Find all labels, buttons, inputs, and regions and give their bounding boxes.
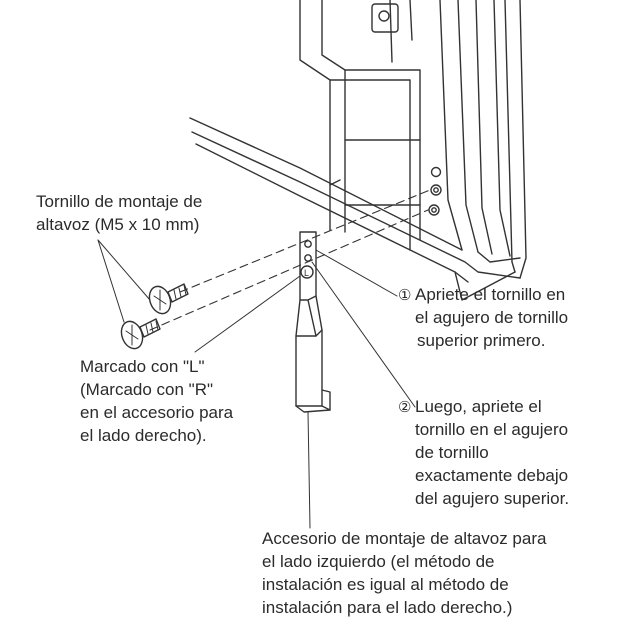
screw-label-line-1: Tornillo de montaje de xyxy=(36,192,203,211)
screw-upper xyxy=(146,283,188,316)
step-2-line-5: del agujero superior. xyxy=(415,489,570,508)
step-1-text xyxy=(415,283,568,352)
accessory-label xyxy=(262,527,546,619)
svg-text:L: L xyxy=(304,268,310,278)
accessory-line-4: instalación para el lado derecho.) xyxy=(262,598,513,617)
screw-label xyxy=(36,190,202,236)
step-1-line-2: el agujero de tornillo xyxy=(415,308,569,327)
step-1-line-3: superior primero. xyxy=(417,331,546,350)
accessory-line-1: Accesorio de montaje de altavoz para xyxy=(262,529,547,548)
marking-line-1: Marcado con "L" xyxy=(80,357,205,376)
display-panel xyxy=(190,0,526,300)
marking-line-4: el lado derecho). xyxy=(80,426,207,445)
step-2-line-4: exactamente debajo xyxy=(415,466,569,485)
accessory-line-3: instalación es igual al método de xyxy=(262,575,509,594)
step-2-text xyxy=(415,395,569,510)
screw-lower xyxy=(118,318,160,351)
mounting-bracket xyxy=(296,232,330,412)
marking-label xyxy=(80,355,233,447)
screw-label-line-2: altavoz (M5 x 10 mm) xyxy=(36,215,200,234)
marking-line-2: (Marcado con "R" xyxy=(80,380,214,399)
step-2-marker: ② xyxy=(398,399,412,416)
step-2-line-2: tornillo en el agujero xyxy=(415,420,569,439)
step-2-line-1: Luego, apriete el xyxy=(415,397,542,416)
step-2-line-3: de tornillo xyxy=(415,443,489,462)
step-1-line-1: Apriete el tornillo en xyxy=(415,285,566,304)
accessory-line-2: el lado izquierdo (el método de xyxy=(262,552,495,571)
marking-line-3: en el accesorio para xyxy=(80,403,234,422)
step-1-marker: ① xyxy=(398,287,412,304)
